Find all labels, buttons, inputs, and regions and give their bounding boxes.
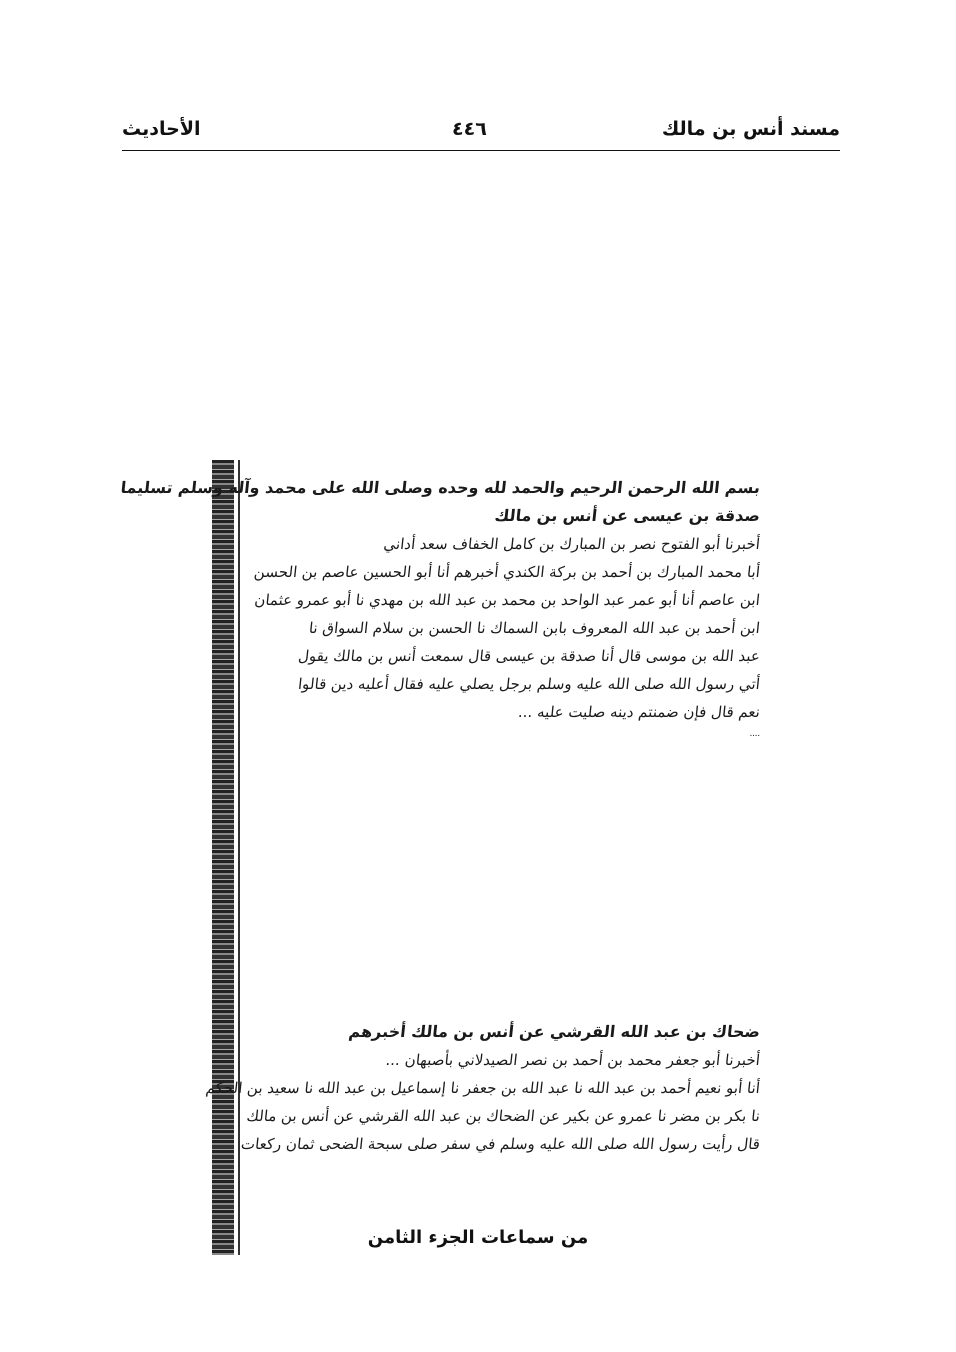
manuscript-line: نعم قال فإن ضمنتم دينه صليت عليه ...: [517, 703, 761, 721]
manuscript-line: ابن عاصم أنا أبو عمر عبد الواحد بن محمد بن عبد الله بن مهدي نا أبو عمرو عثمان: [253, 591, 761, 609]
section-title: الأحاديث: [122, 118, 201, 140]
manuscript-line: قال رأيت رسول الله صلى الله عليه وسلم في سفر صلى سبحة الضحى ثمان ركعات: [240, 1135, 761, 1153]
header-rule: [122, 150, 840, 151]
manuscript-line: أخبرنا أبو الفتوح نصر بن المبارك بن كامل الخفاف سعد أداني: [382, 535, 761, 553]
manuscript-line: أتي رسول الله صلى الله عليه وسلم برجل يصلي عليه فقال أعليه دين قالوا: [297, 675, 761, 693]
manuscript-margin-line: [238, 460, 240, 1255]
manuscript-image: [119, 460, 762, 1255]
manuscript-line: ضحاك بن عبد الله القرشي عن أنس بن مالك أخبرهم: [347, 1022, 762, 1041]
running-header: [122, 112, 840, 148]
manuscript-line: بسم الله الرحمن الرحيم والحمد لله وحده وصلى الله على محمد وآله وسلم تسليما: [119, 478, 762, 497]
book-title: مسند أنس بن مالك: [661, 118, 840, 140]
manuscript-binding-edge: [212, 460, 234, 1255]
manuscript-line: أنا أبو نعيم أحمد بن عبد الله نا عبد الله بن جعفر نا إسماعيل بن عبد الله نا سعيد بن الحكم: [204, 1079, 761, 1097]
manuscript-line: أبا محمد المبارك بن أحمد بن بركة الكندي أخبرهم أنا أبو الحسين عاصم بن الحسن: [253, 563, 761, 581]
figure-caption: من سماعات الجزء الثامن: [367, 1227, 589, 1248]
manuscript-block-2: [204, 1018, 762, 1158]
manuscript-block-1: [119, 474, 762, 742]
manuscript-line: أخبرنا أبو جعفر محمد بن أحمد بن نصر الصيدلاني بأصبهان ...: [384, 1051, 761, 1069]
manuscript-line: ابن أحمد بن عبد الله المعروف بابن السماك نا الحسن بن سلام السواق نا: [308, 619, 761, 637]
manuscript-line: صدقة بن عيسى عن أنس بن مالك: [493, 506, 762, 525]
page-number: ٤٤٦: [452, 118, 487, 140]
manuscript-line: نا بكر بن مضر نا عمرو عن بكير عن الضحاك بن عبد الله القرشي عن أنس بن مالك: [245, 1107, 761, 1125]
manuscript-line: ....: [749, 729, 761, 739]
manuscript-line: عبد الله بن موسى قال أنا صدقة بن عيسى قال سمعت أنس بن مالك يقول: [297, 647, 761, 665]
